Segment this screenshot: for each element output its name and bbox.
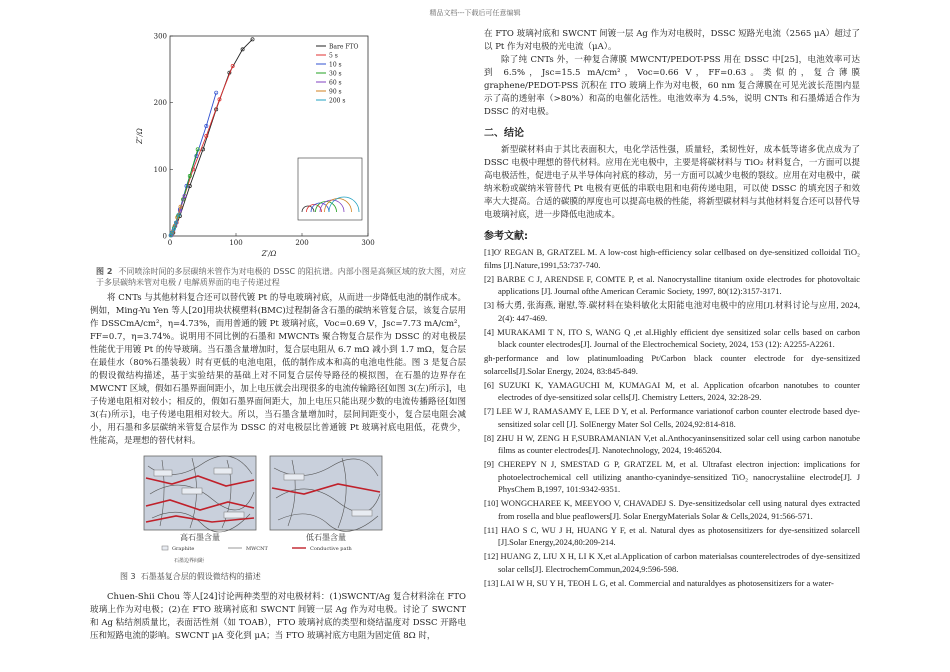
x-axis-label: Z′/Ω [261, 250, 277, 258]
right-column [484, 28, 860, 591]
left-paragraph-1: 将 CNTs 与其他材料复合还可以替代镀 Pt 的导电玻璃衬底，从而进一步降低电池的制作成本。例如，Ming-Yu Yen 等人[20]用块状模塑料(BMC)过程制备含石墨的碳纳米管复合层，该复合层用作 DSSCmA/cm²，η=4.73%，而用普通的镀 Pt 玻璃衬底，Voc=0.69 V，Jsc=7.73 mA/cm²，FF=0.7，η=3.74%。说明用不同比例的石墨和 MWCNTs 聚合物复合层作为 DSSC 的对电极层性能优于用镀 Pt 的传导玻璃。当石墨含量增加时，复合层电阻从 6.7 mΩ 减小到 1.7 mΩ，复合层在最佳水（80%石墨装载）时有更低的电池电阻，低的制作成本和高的电池电性能。图 3 是复合层的假设微结构描述，基于实验结果的基础上对不同复合层传导路径的模拟图，在石墨的边界存在 MWCNT 区域，假如石墨界面间距小，加上电压就会出现很多的电流传输路径[如图 3(左)所示]，电子传递电阻相对较小；相反的，假如石墨界面间距大，加上电压只能出现少数的电流传播路径[如图 3(右)所示]，电子传递电阻相对较大。所以，当石墨含量增加时，层间间距变小，复合层电阻会减小，用石墨和多层碳纳米管复合层作为 DSSC 的对电极层比普通镀 Pt 玻璃衬底电阻低，花费少，性能高，是理想的替代材料。 [90, 293, 466, 446]
figure-3-caption [120, 570, 466, 583]
legend-label: 60 s [329, 79, 342, 87]
legend-label: 30 s [329, 70, 342, 78]
legend-label: 200 s [329, 97, 346, 105]
impedance-chart-svg [130, 28, 378, 264]
figure-2-number: 图 2 [96, 267, 113, 276]
reference-item: [9] CHEREPY N J, SMESTAD G P, GRATZEL M, et al. Ultrafast electron injection: implications for photoelectrochemical cell utilizing anantho-cyanindye-sensitized TiO₂ nanocrystaliine electrode[J]. J PhysChem B,1997, 101:9342-9351. [484, 459, 860, 494]
y-tick-label: 100 [153, 165, 167, 174]
left-paragraph-2: Chuen-Shii Chou 等人[24]讨论两种类型的对电极材料：(1)SWCNT/Ag 复合材料涂在 FTO 玻璃上作为对电极；(2)在 FTO 玻璃衬底和 SWCNT 间镀一层 Ag 作为对电极。讨论了 SWCNT 和 Ag 粘结剂质量比，表面活性剂（如 TOAB），FTO 玻璃衬底的类型和烧结温度对 DSSC 开路电压和短路电流的影响。SWCNT μA 变化到 μA；当 FTO 玻璃衬底方电阻为固定值 8Ω 时， [90, 592, 466, 641]
reference-item: [13] LAI W H, SU Y H, TEOH L G, et al. Commercial and naturaldyes as photosensitizers for a water- [484, 577, 834, 588]
mwcnt-legend-label: MWCNT [246, 546, 268, 552]
references-heading: 参考文献: [484, 231, 528, 242]
y-tick-label: 300 [153, 32, 167, 41]
reference-item: [1]O' REGAN B, GRATZEL M. A low-cost high-efficiency solar cellbased on dye-sensitized colloidal TiO₂ films [J].Nature,1991,53:737-740. [484, 247, 860, 270]
y-axis-label: Z″/Ω [136, 128, 144, 144]
reference-item: [2] BARBE C J, ARENDSE F, COMTE P, et al. Nanocrystalline titanium oxide electrodes for photovoltaic applications [J]. Journal ofthe American Ceramic Society, 1997, 80(12):3157-3171. [484, 273, 860, 296]
y-tick-label: 200 [153, 99, 167, 108]
figure-2-caption-text: 不同喷涂时间的多层碳纳米管作为对电极的 DSSC 的阻抗谱。内部小图是高频区域的放大图，对应于多层碳纳米管对电极 / 电解质界面的电子传递过程 [96, 267, 467, 287]
legend-label: Bare FTO [329, 43, 359, 51]
x-tick-label: 100 [229, 239, 243, 247]
reference-item: [4] MURAKAMI T N, ITO S, WANG Q ,et al.Highly efficient dye sensitized solar cells based on carbon black counter electrodes[J]. Journal of the Electrochemical Society, 2024, 153 (12): A2255-A2261. [484, 326, 860, 349]
conductive-path-legend-label: Conductive path [310, 546, 352, 552]
x-tick-label: 300 [361, 239, 375, 247]
graphite-legend-swatch [162, 546, 168, 550]
left-column [90, 28, 466, 643]
figure-3-caption-text: 石墨基复合层的假设微结构的描述 [140, 572, 261, 581]
inset-frame [298, 158, 362, 220]
legend-label: 90 s [329, 88, 342, 96]
reference-item: [11] HAO S C, WU J H, HUANG Y F, et al. Natural dyes as photosensitizers for dye-sensitized solarcell [J].Solar Energy,2024,80:209-214. [484, 524, 860, 547]
reference-item: [6] SUZUKI K, YAMAGUCHI M, KUMAGAI M, et al. Application ofcarbon nanotubes to counter electrodes of dye-sensitized solar cells[J]. Chemistry Letters, 2024, 32:28-29. [484, 379, 860, 402]
reference-item: [12] HUANG Z, LIU X H, LI K X,et al.Application of carbon materialsas counterelectrodes of dye-sensitized solar cells[J]. ElectrochemCommun,2024,9:596-598. [484, 551, 860, 574]
reference-item: [8] ZHU H W, ZENG H F,SUBRAMANIAN V,et al.Anthocyaninsensitized solar cell using carbon nanotube films as counter electrodes[J]. Nanotechnology, 2024, 19:465204. [484, 432, 860, 455]
y-tick-label: 0 [162, 232, 167, 241]
legend-label: 5 s [329, 52, 338, 60]
page-header: 精品文档---下载后可任意编辑 [429, 9, 521, 17]
figure-3-number: 图 3 [120, 572, 136, 581]
reference-item: [7] LEE W J, RAMASAMY E, LEE D Y, et al. Performance variationof carbon counter electrode based dye-sensitized solar cell [J]. SolEnergy Mater Sol Cells, 2024,92:814-818. [484, 406, 860, 429]
conclusion-paragraph: 新型碳材料由于其比表面积大，电化学活性强，质量轻，柔韧性好，成本低等诸多优点成为了 DSSC 电极中理想的替代材料。应用在光电极中，主要是将碳材料与 TiO₂ 材料复合，一方面可以提高电极活性，促进电子从半导体向衬底的移动，另一方面可以减少电极的裂纹。应用在对电极中，碳纳米粉或碳纳米管替代 Pt 电极有更低的串联电阻和电荷传递电阻，可以使 DSSC 的填充因子和效率大大提高。合适的碳膜的厚度也可以提高电极的性能，将新型碳材料与其他材料复合还可以替代导电玻璃衬底，进一步降低电池成本。 [484, 145, 860, 220]
conclusion-heading: 二、结论 [484, 128, 524, 139]
figure-2 [90, 28, 466, 288]
reference-item: [3] 杨大勇, 张海燕, 谢慰,等.碳材料在染料敏化太阳能电池对电极中的应用[J].材料讨论与应用, 2024, 2(4): 447-469. [484, 300, 860, 323]
x-tick-label: 0 [167, 239, 173, 247]
microstructure-diagram [142, 454, 386, 566]
impedance-chart [130, 28, 378, 264]
x-tick-label: 200 [295, 239, 309, 247]
right-paragraph-1: 在 FTO 玻璃衬底和 SWCNT 间镀一层 Ag 作为对电极时，DSSC 短路光电流（2565 μA）超过了以 Pt 作为对电极的光电流（μA）。 [484, 29, 860, 52]
reference-item: gh-performance and low platinumloading Pt/Carbon black counter electrode for dye-sensitized solarcells[J].Solar Energy, 2024, 83:845-849. [484, 353, 860, 376]
graphite-legend-label: Graphite [172, 546, 195, 552]
low-graphite-panel [270, 456, 382, 530]
high-graphite-label: 高石墨含量 [180, 533, 220, 542]
legend-label: 10 s [329, 61, 342, 69]
reference-item: [10] WONGCHAREE K, MEEYOO V, CHAVADEJ S. Dye-sensitizedsolar cell using natural dyes extracted from rosella and blue peaflowers[J]. Solar EnergyMaterials Solar & Cells,2024, 91:566-571. [484, 498, 860, 521]
references-list [484, 246, 860, 589]
figure-3 [142, 454, 386, 566]
graphite-spacing-label: 石墨边界间距 [174, 558, 205, 564]
figure-2-caption [96, 266, 466, 288]
low-graphite-label: 低石墨含量 [306, 533, 346, 542]
right-paragraph-2: 除了纯 CNTs 外，一种复合薄膜 MWCNT/PEDOT-PSS 用在 DSSC 中[25]，电池效率可达到 6.5%，Jsc=15.5 mA/cm²，Voc=0.66 V，FF=0.63。类似的，复合薄膜 graphene/PEDOT-PSS 沉积在 ITO 玻璃上作为对电极，60 nm 复合薄膜在可见光波长范围内显示了高的透射率（>80%）和高的电催化活性。电池效率为 4.5%，说明 CNTs 和石墨烯适合作为 DSSC 的对电极。 [484, 55, 860, 117]
